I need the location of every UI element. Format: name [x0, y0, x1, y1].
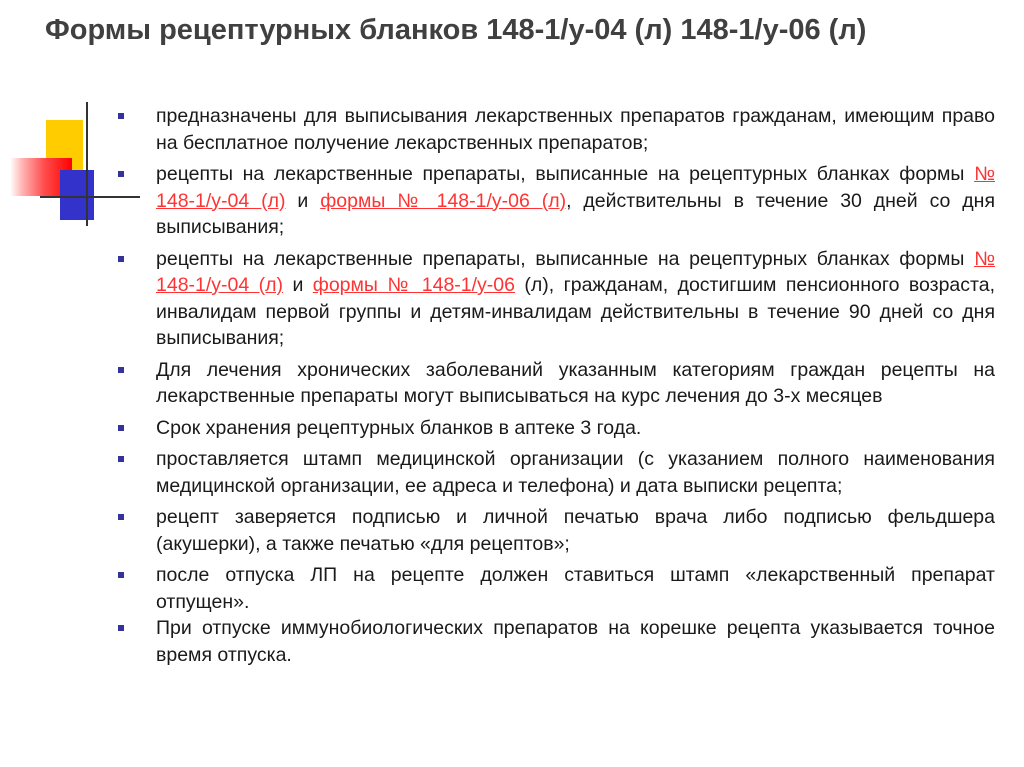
slide-title: Формы рецептурных бланков 148-1/у-04 (л) 148-1/у-06 (л)	[45, 14, 867, 46]
list-item-text: и	[283, 274, 313, 296]
list-item	[113, 446, 995, 499]
bullet-icon	[118, 171, 124, 177]
blue-square-decoration	[60, 170, 94, 220]
bullet-icon	[118, 514, 124, 520]
bullet-icon	[118, 425, 124, 431]
vertical-line-decoration	[86, 102, 88, 226]
bullet-list	[113, 103, 995, 668]
form-link-148-1-u-04[interactable]: № 148-1/у-04 (л)	[156, 247, 995, 296]
list-item	[113, 246, 995, 352]
list-item-text: рецепт заверяется подписью и личной печатью врача либо подписью фельдшера (акушерки), а также печатью «для рецептов»;	[156, 506, 995, 555]
list-item-text: и	[285, 189, 321, 212]
form-link-148-1-u-06[interactable]: формы № 148-1/у-06 (л)	[320, 189, 567, 212]
list-item-text: рецепты на лекарственные препараты, выписанные на рецептурных бланках формы	[156, 163, 975, 185]
list-item	[113, 504, 995, 557]
bullet-icon	[118, 256, 124, 262]
list-item	[113, 161, 995, 241]
bullet-icon	[118, 625, 124, 631]
list-item	[113, 615, 995, 668]
form-link-148-1-u-04[interactable]: № 148-1/у-04 (л)	[156, 163, 995, 212]
list-item	[113, 415, 995, 442]
list-item-text: предназначены для выписывания лекарственных препаратов гражданам, имеющим право на бесплатное получение лекарственных препаратов;	[156, 105, 995, 154]
list-item-text: проставляется штамп медицинской организации (с указанием полного наименования медицинской организации, ее адреса и телефона) и дата выписки рецепта;	[156, 448, 995, 497]
list-item	[113, 357, 995, 410]
bullet-icon	[118, 113, 124, 119]
list-item-text: рецепты на лекарственные препараты, выписанные на рецептурных бланках формы	[156, 247, 975, 270]
list-item-text: после отпуска ЛП на рецепте должен ставиться штамп «лекарственный препарат отпущен».	[156, 564, 995, 613]
list-item-text: , действительны в течение 30 дней со дня выписывания;	[156, 189, 996, 238]
bullet-icon	[118, 572, 124, 578]
list-item-text: При отпуске иммунобиологических препаратов на корешке рецепта указывается точное время отпуска.	[156, 617, 995, 666]
list-item-text: Срок хранения рецептурных бланков в аптеке 3 года.	[156, 416, 642, 439]
bullet-icon	[118, 367, 124, 373]
bullet-icon	[118, 456, 124, 462]
list-item	[113, 103, 995, 156]
list-item-text: Для лечения хронических заболеваний указанным категориям граждан рецепты на лекарственные препараты могут выписываться на курс лечения до 3-х месяцев	[156, 358, 995, 407]
list-item	[113, 562, 995, 615]
form-link-148-1-u-06[interactable]: формы № 148-1/у-06	[312, 274, 515, 296]
list-item-text: (л), гражданам, достигшим пенсионного возраста, инвалидам первой группы и детям-инвалидам действительны в течение 90 дней со дня выписывания;	[156, 274, 995, 349]
